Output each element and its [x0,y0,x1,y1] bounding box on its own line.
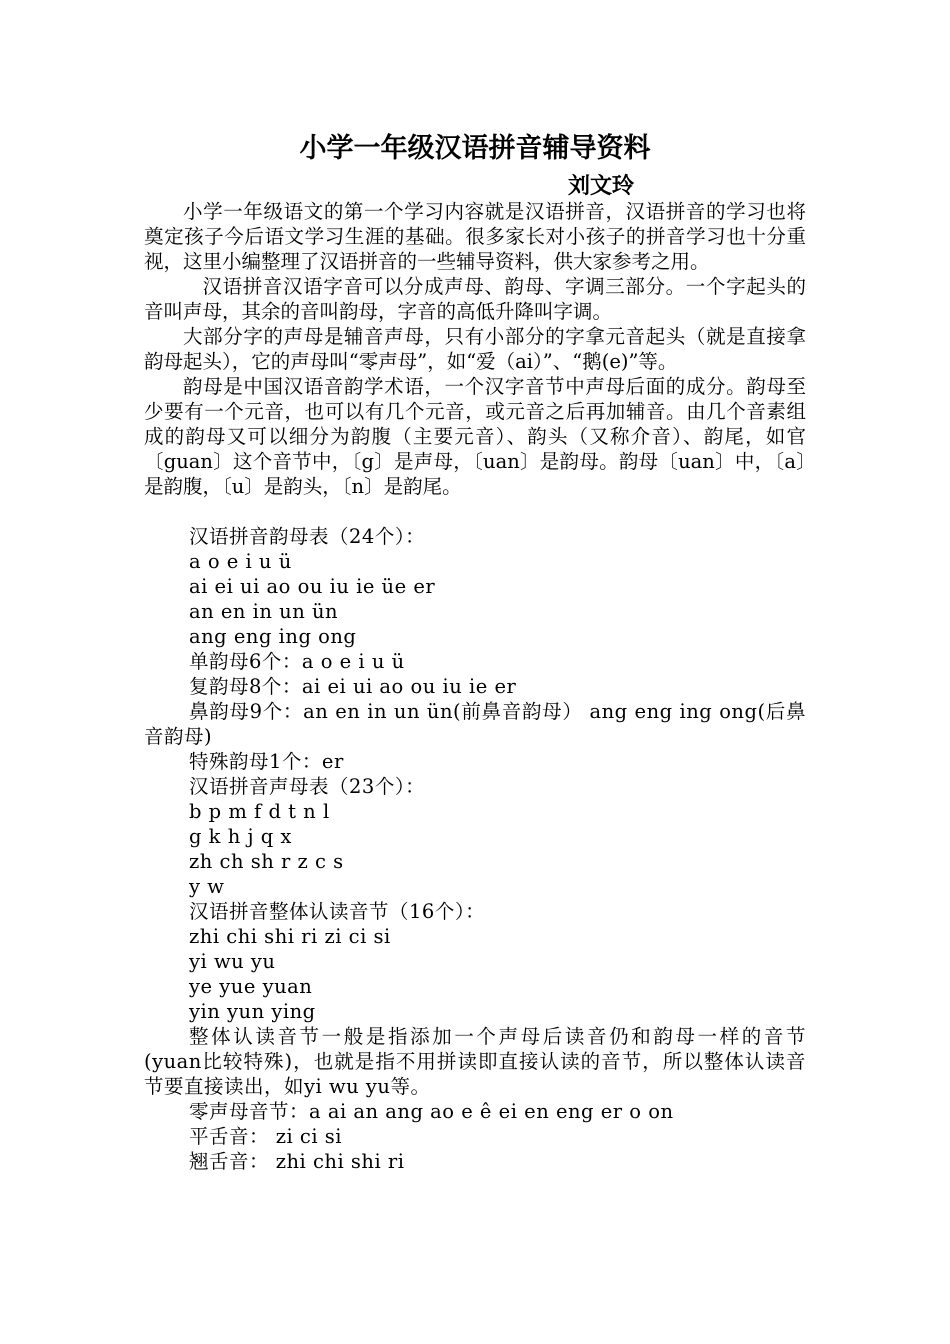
initials-row: b p m f d t n l [189,800,330,823]
initials-row: g k h j q x [189,825,292,848]
document-title: 小学一年级汉语拼音辅导资料 [299,133,651,164]
finals-row: an en in un ün [189,600,339,623]
initials-table-title: 汉语拼音声母表（23个）： [189,775,426,798]
whole-syllables-title: 汉语拼音整体认读音节（16个）： [189,900,486,923]
whole-syllables-note: 整体认读音节一般是指添加一个声母后读音仍和韵母一样的音节(yuan比较特殊)，也就是指不用拼读即直接认读的音节，所以整体认读音节要直接读出，如yi wu yu等。 [144,1025,806,1098]
compound-finals-line: 复韵母8个：ai ei ui ao ou iu ie er [189,675,517,698]
zero-initial-line: 零声母音节：a ai an ang ao e ê ei en eng er o on [189,1100,674,1123]
retroflex-line: 翘舌音： zhi chi shi ri [189,1150,405,1173]
document-body [144,199,806,1174]
finals-table-title: 汉语拼音韵母表（24个）： [189,525,426,548]
whole-syllables-row: zhi chi shi ri zi ci si [189,925,391,948]
paragraph-structure: 汉语拼音汉语字音可以分成声母、韵母、字调三部分。一个字起头的音叫声母，其余的音叫韵母，字音的高低升降叫字调。 [144,275,806,323]
single-finals-line: 单韵母6个：a o e i u ü [189,650,405,673]
paragraph-intro: 小学一年级语文的第一个学习内容就是汉语拼音，汉语拼音的学习也将奠定孩子今后语文学习生涯的基础。很多家长对小孩子的拼音学习也十分重视，这里小编整理了汉语拼音的一些辅导资料，供大家参考之用。 [144,200,806,273]
finals-row: ang eng ing ong [189,625,357,648]
finals-row: ai ei ui ao ou iu ie üe er [189,575,436,598]
special-finals-line: 特殊韵母1个：er [189,750,344,773]
paragraph-initials: 大部分字的声母是辅音声母，只有小部分的字拿元音起头（就是直接拿韵母起头），它的声母叫“零声母”，如“爱（ai）”、“鹅(e)”等。 [144,325,806,373]
paragraph-finals: 韵母是中国汉语音韵学术语，一个汉字音节中声母后面的成分。韵母至少要有一个元音，也可以有几个元音，或元音之后再加辅音。由几个音素组成的韵母又可以细分为韵腹（主要元音）、韵头（又称介音）、韵尾，如官〔guan〕这个音节中，〔g〕是声母，〔uan〕是韵母。韵母〔uan〕中，〔a〕是韵腹，〔u〕是韵头，〔n〕是韵尾。 [144,375,806,498]
flat-tongue-line: 平舌音： zi ci si [189,1125,343,1148]
nasal-finals-line: 鼻韵母9个：an en in un ün(前鼻音韵母） ang eng ing ong(后鼻音韵母) [144,700,806,748]
whole-syllables-row: yin yun ying [189,1000,316,1023]
initials-row: zh ch sh r z c s [189,850,344,873]
initials-row: y w [189,875,225,898]
whole-syllables-row: ye yue yuan [189,975,313,998]
finals-row: a o e i u ü [189,550,292,573]
spacer [144,499,806,524]
author-name: 刘文玲 [568,173,635,199]
whole-syllables-row: yi wu yu [189,950,276,973]
